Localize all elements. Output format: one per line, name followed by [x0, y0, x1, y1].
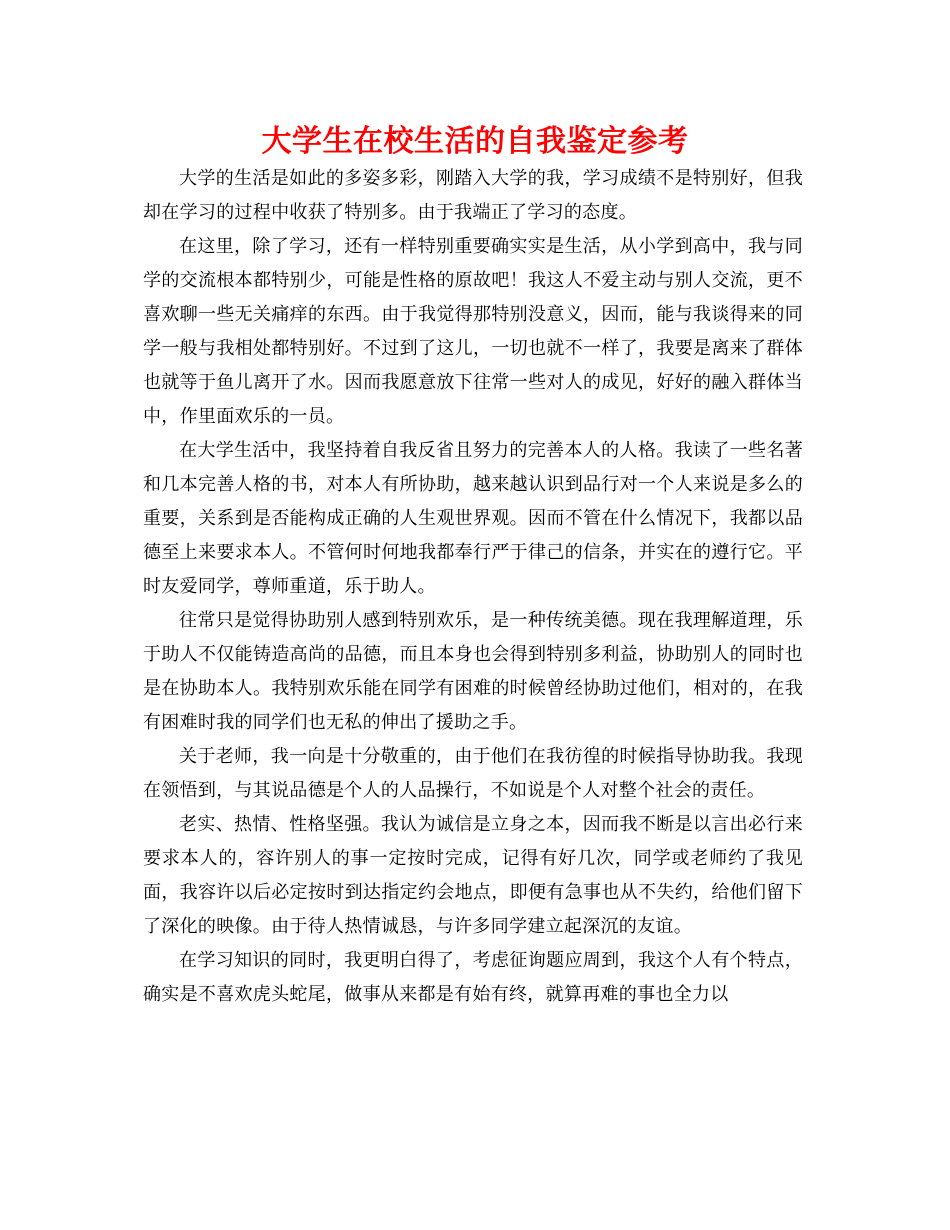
paragraph: 老实、热情、性格坚强。我认为诚信是立身之本，因而我不断是以言出必行来要求本人的，容许别人的事一定按时完成，记得有好几次，同学或老师约了我见面，我容许以后必定按时到达指定约会地点，即便有急事也从不失约，给他们留下了深化的映像。由于待人热情诚恳，与许多同学建立起深沉的友谊。 [143, 814, 803, 937]
paragraph: 在学习知识的同时，我更明白得了，考虑征询题应周到，我这个人有个特点，确实是不喜欢虎头蛇尾，做事从来都是有始有终，就算再难的事也全力以 [143, 950, 803, 1005]
paragraph: 往常只是觉得协助别人感到特别欢乐，是一种传统美德。现在我理解道理，乐于助人不仅能铸造高尚的品德，而且本身也会得到特别多利益，协助别人的同时也是在协助本人。我特别欢乐能在同学有困难的时候曾经协助过他们，相对的，在我有困难时我的同学们也无私的伸出了援助之手。 [143, 610, 803, 733]
paragraph: 在大学生活中，我坚持着自我反省且努力的完善本人的人格。我读了一些名著和几本完善人格的书，对本人有所协助，越来越认识到品行对一个人来说是多么的重要，关系到是否能构成正确的人生观世界观。因而不管在什么情况下，我都以品德至上来要求本人。不管何时何地我都奉行严于律己的信条，并实在的遵行它。平时友爱同学，尊师重道，乐于助人。 [143, 440, 803, 597]
paragraph: 关于老师，我一向是十分敬重的，由于他们在我彷徨的时候指导协助我。我现在领悟到，与其说品德是个人的人品操行，不如说是个人对整个社会的责任。 [143, 746, 803, 801]
paragraph: 在这里，除了学习，还有一样特别重要确实实是生活，从小学到高中，我与同学的交流根本都特别少，可能是性格的原故吧！我这人不爱主动与别人交流，更不喜欢聊一些无关痛痒的东西。由于我觉得那特别没意义，因而，能与我谈得来的同学一般与我相处都特别好。不过到了这儿，一切也就不一样了，我要是离来了群体也就等于鱼儿离开了水。因而我愿意放下往常一些对人的成见，好好的融入群体当中，作里面欢乐的一员。 [143, 236, 803, 427]
document-title: 大学生在校生活的自我鉴定参考 [261, 124, 689, 159]
document-body [143, 162, 803, 1012]
paragraph: 大学的生活是如此的多姿多彩，刚踏入大学的我，学习成绩不是特别好，但我却在学习的过程中收获了特别多。由于我端正了学习的态度。 [143, 168, 803, 223]
